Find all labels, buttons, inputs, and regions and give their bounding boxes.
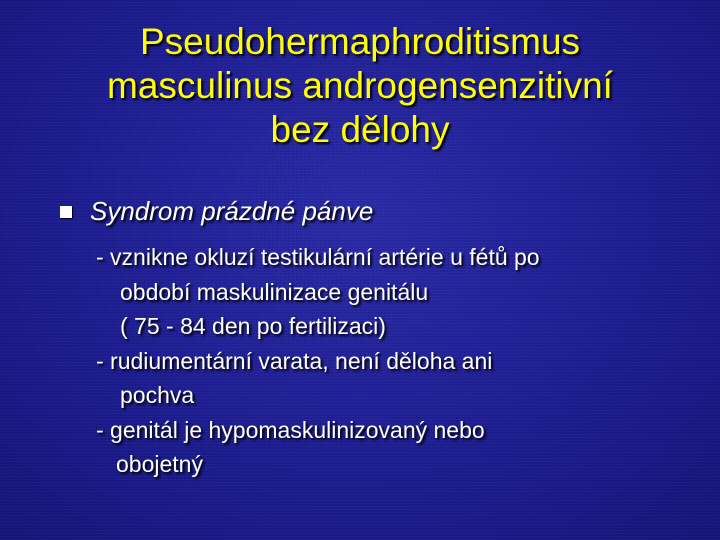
bullet-text: Syndrom prázdné pánve	[90, 196, 374, 226]
slide-title-line: bez dělohy	[270, 109, 450, 150]
bullet-item	[60, 196, 373, 227]
slide-title-line: masculinus androgensenzitivní	[107, 65, 613, 106]
detail-line: - genitál je hypomaskulinizovaný nebo	[96, 416, 485, 443]
detail-line: ( 75 - 84 den po fertilizaci)	[120, 313, 386, 339]
detail-line: - rudiumentární varata, není děloha ani	[96, 347, 493, 374]
slide-title-line: Pseudohermaphroditismus	[139, 21, 581, 62]
slide-title	[40, 20, 680, 152]
detail-line: obojetný	[116, 451, 203, 477]
detail-line: období maskulinizace genitálu	[120, 278, 429, 305]
bullet-detail-lines	[96, 240, 540, 482]
detail-line: pochva	[120, 382, 195, 408]
square-bullet-icon	[60, 206, 72, 218]
detail-line: - vznikne okluzí testikulární artérie u fétů po	[96, 244, 540, 270]
